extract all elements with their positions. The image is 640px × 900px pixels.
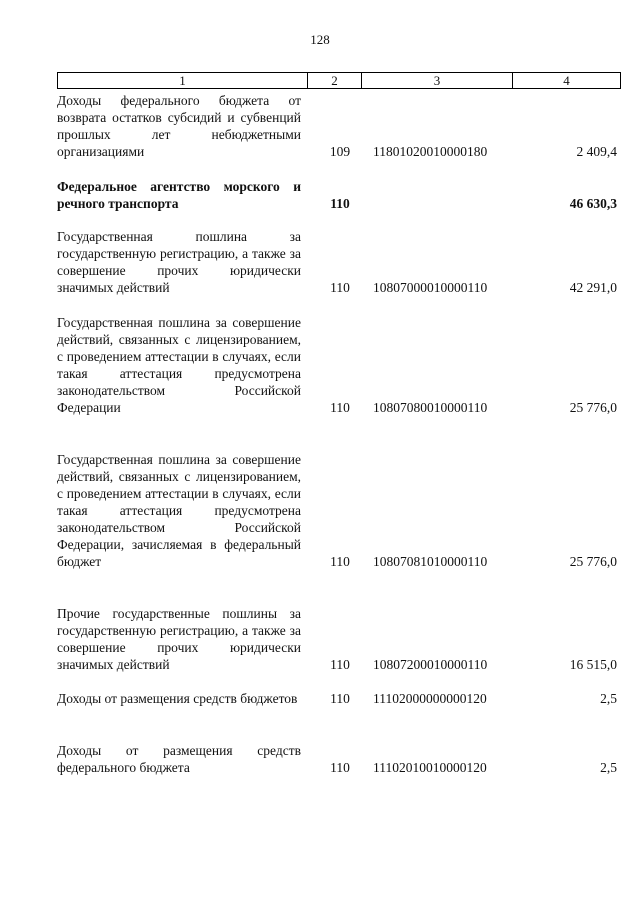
row-code: 110 [330,760,350,775]
row-kbk: 11801020010000180 [373,144,488,159]
column-header-3: 3 [362,73,513,88]
row-name: Государственная пошлина за государственную регистрацию, а также за совершение прочих юридически значимых действий [57,229,301,295]
row-name: Доходы федерального бюджета от возврата остатков субсидий и субвенций прошлых лет небюджетными организациями [57,93,301,159]
row-sum: 2,5 [600,760,617,775]
row-name: Государственная пошлина за совершение действий, связанных с лицензированием, с проведением аттестации в случаях, если такая аттестация предусмотрена законодательством Российской Федерации [57,315,301,415]
column-header-4: 4 [563,73,570,88]
column-header-2: 2 [308,73,362,88]
table-row-agency [57,178,619,212]
table-row [57,228,619,296]
row-sum: 42 291,0 [569,280,617,295]
table-row [57,690,619,707]
table-header [57,72,621,89]
table-row [57,314,619,416]
row-kbk: 11102010010000120 [373,760,487,775]
table-row [57,605,619,673]
row-sum: 2,5 [600,691,617,706]
table-row [57,92,619,160]
row-name: Прочие государственные пошлины за государственную регистрацию, а также за совершение прочих юридически значимых действий [57,606,301,672]
row-code: 110 [330,554,350,569]
row-sum: 2 409,4 [576,144,617,159]
row-sum: 46 630,3 [569,196,617,211]
row-name: Государственная пошлина за совершение действий, связанных с лицензированием, с проведением аттестации в случаях, если такая аттестация предусмотрена законодательством Российской Федерации, зачисляемая в федеральный бюджет [57,452,301,569]
row-sum: 25 776,0 [569,400,617,415]
row-name: Федеральное агентство морского и речного транспорта [57,179,301,211]
row-name: Доходы от размещения средств бюджетов [57,691,298,706]
row-code: 109 [329,144,351,159]
row-code: 110 [330,657,350,672]
row-code: 110 [330,196,350,211]
row-name: Доходы от размещения средств федерального бюджета [57,743,301,775]
row-code: 110 [330,280,350,295]
table-row [57,742,619,776]
row-kbk: 10807000010000110 [373,280,488,295]
row-code: 110 [330,691,350,706]
row-sum: 16 515,0 [569,657,617,672]
page-number: 128 [310,32,330,47]
table-row [57,451,619,570]
column-header-1: 1 [58,73,308,88]
row-kbk: 10807081010000110 [373,554,488,569]
row-code: 110 [330,400,350,415]
row-kbk: 10807200010000110 [373,657,488,672]
row-kbk: 11102000000000120 [373,691,487,706]
row-kbk: 10807080010000110 [373,400,488,415]
row-sum: 25 776,0 [569,554,617,569]
